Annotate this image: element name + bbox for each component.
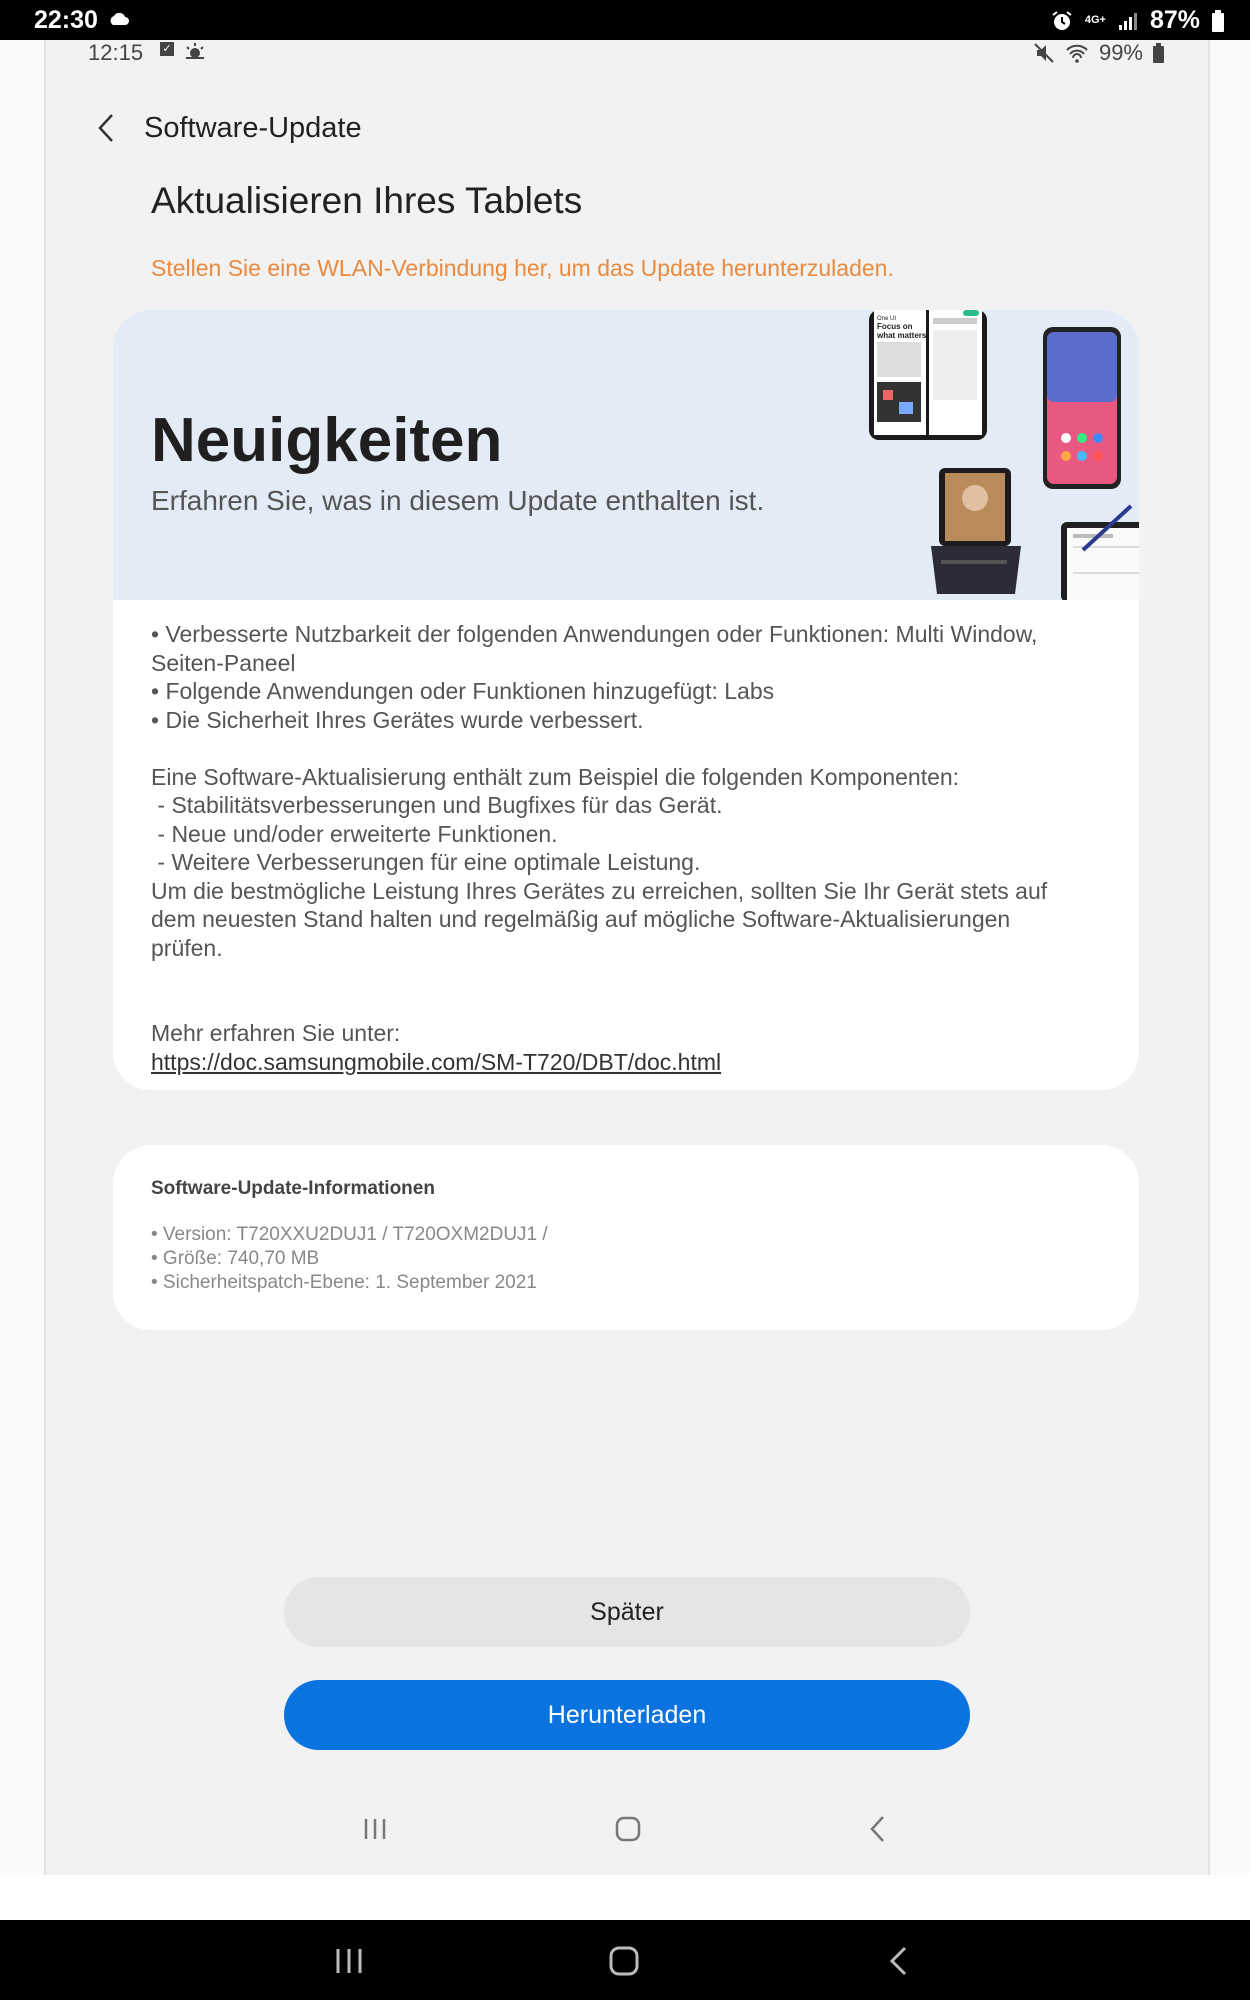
signal-icon [1118,11,1138,31]
checkbox-notification-icon: ✓ [160,42,174,56]
home-icon[interactable] [614,1815,642,1843]
software-update-page [56,40,1196,1860]
flip-phone-device [931,468,1021,594]
weather-icon [184,42,206,60]
outer-recent-apps-icon[interactable] [335,1947,363,1975]
app-header [84,98,362,158]
whats-new-body [151,620,1111,1076]
wifi-warning: Stellen Sie eine WLAN-Verbindung her, um das Update herunterzuladen. [151,255,894,281]
security-patch-level: • Sicherheitspatch-Ebene: 1. September 2021 [151,1272,537,1293]
whats-new-subtitle: Erfahren Sie, was in diesem Update enthalten ist. [151,485,765,516]
outer-spacer [0,1875,1250,1920]
inner-battery-icon [1153,43,1164,63]
devices-illustration [813,310,1139,600]
foldable-phone-open [869,310,987,440]
cloud-icon [108,12,130,26]
update-size: • Größe: 740,70 MB [151,1248,320,1269]
inner-navigation-bar [56,1805,1196,1855]
outer-back-icon[interactable] [888,1945,908,1977]
whats-new-title: Neuigkeiten [151,406,503,475]
phone-device [1043,327,1121,489]
download-button[interactable]: Herunterladen [284,1680,970,1750]
update-info-title: Software-Update-Informationen [151,1178,435,1199]
network-type: 4G+ [1084,14,1106,26]
inner-battery-percent: 99% [1098,40,1143,65]
promo-text-2: Focus on [877,322,913,331]
mute-icon [1033,42,1055,64]
page-title: Aktualisieren Ihres Tablets [151,180,583,221]
nav-back-icon[interactable] [868,1815,886,1843]
update-info-card [113,1145,1139,1330]
more-info-link[interactable]: https://doc.samsungmobile.com/SM-T720/DBT/doc.html [151,1048,722,1075]
back-arrow-icon [97,113,115,143]
whats-new-description: • Verbesserte Nutzbarkeit der folgenden Anwendungen oder Funktionen: Multi Window, Seiten-Paneel • Folgende Anwendungen oder Funktionen hinzugefügt: Labs • Die Sicherheit Ihres Gerätes wurde verbessert. Eine Software-Aktualisierung enthält zum Beispiel die folgenden Komponenten: - Stabilitätsverbesserungen und Bugfixes für das Gerät. - Neue und/oder erweiterte Funktionen. - Weitere Verbesserungen für eine optimale Leistung. Um die bestmögliche Leistung Ihres Gerätes zu erreichen, sollten Sie Ihr Gerät stets auf dem neuesten Stand halten und regelmäßig auf mögliche Software-Aktualisierungen prüfen. Mehr erfahren Sie unter: [151,621,1048,1046]
battery-icon [1212,10,1224,32]
outer-navigation-bar [0,1920,1250,2000]
outer-home-icon[interactable] [608,1945,640,1977]
whats-new-card [113,310,1139,1090]
promo-text-3: what matters [877,331,927,340]
outer-status-time: 22:30 [34,6,98,34]
back-button[interactable] [84,106,128,150]
promo-text-1: One UI [877,316,897,322]
inner-status-bar [88,40,1164,72]
alarm-icon [1051,10,1073,32]
whats-new-banner [113,310,1139,600]
header-title: Software-Update [144,111,362,144]
wifi-icon [1065,43,1089,63]
update-version: • Version: T720XXU2DUJ1 / T720OXM2DUJ1 / [151,1224,548,1245]
inner-status-time: 12:15 [88,40,144,65]
recent-apps-icon[interactable] [363,1817,387,1841]
later-button[interactable]: Später [284,1577,970,1647]
outer-battery-percent: 87% [1149,6,1200,34]
outer-status-bar [0,0,1250,40]
